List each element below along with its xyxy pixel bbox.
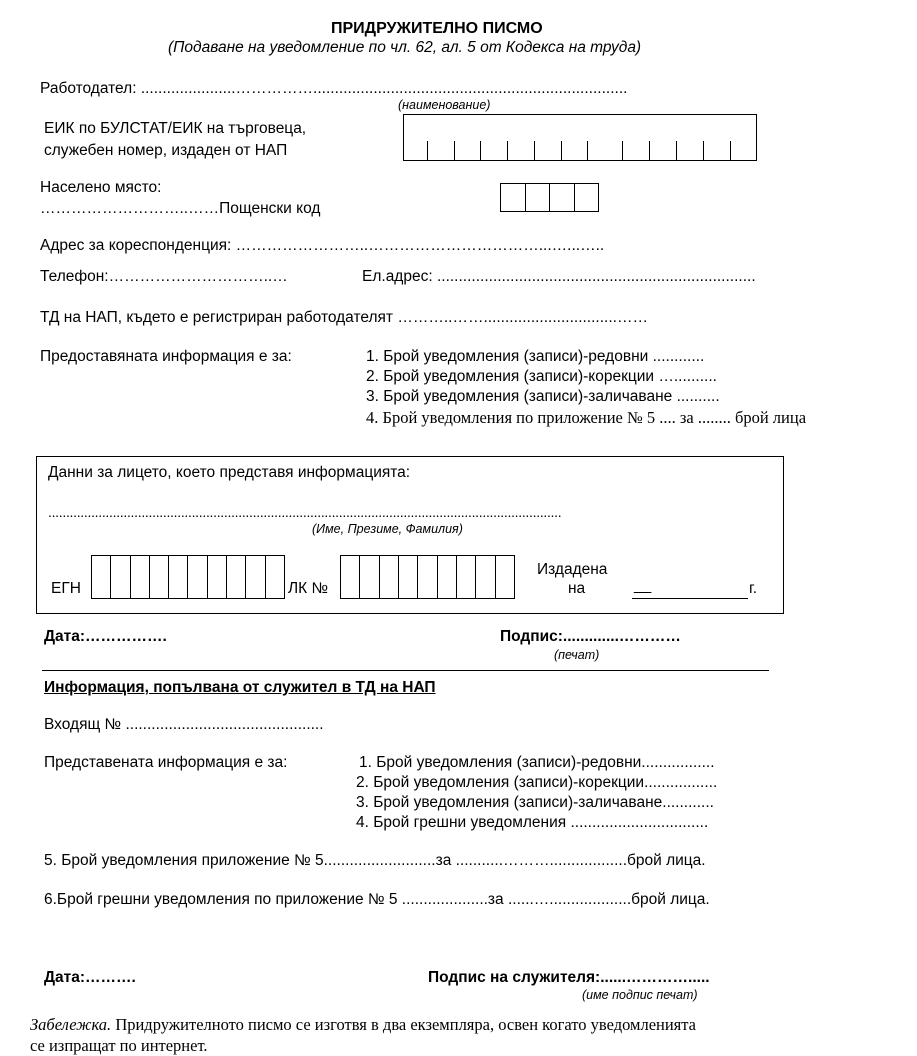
issued-label: Издадена <box>537 561 608 578</box>
eik-input-boxes[interactable] <box>403 114 757 161</box>
provided-info-item[interactable]: 3. Брой уведомления (записи)-заличаване .......... <box>366 388 720 405</box>
employer-name-hint: (наименование) <box>398 98 491 112</box>
settlement-label: Населено място: <box>40 179 162 196</box>
postal-code-cell <box>526 184 551 211</box>
provided-info-item[interactable]: 2. Брой уведомления (записи)-корекции ….......... <box>366 368 717 385</box>
official-signature-field[interactable]: Подпис на служителя:......…………..... <box>428 969 710 986</box>
eik-label-line2: служебен номер, издаден от НАП <box>44 142 288 159</box>
provided-info-label: Предоставяната информация е за: <box>40 348 292 365</box>
phone-field[interactable]: Телефон:…………………………..… <box>40 268 288 285</box>
official-heading: Информация, попълвана от служител в ТД на НАП <box>44 679 436 696</box>
postal-code-cell <box>501 184 526 211</box>
postal-code-cell <box>575 184 599 211</box>
egn-label: ЕГН <box>51 580 81 597</box>
note-label: Забележка. <box>30 1015 112 1034</box>
eik-cell-divider <box>622 141 623 160</box>
address-field[interactable]: Адрес за кореспонденция: ……………………..……………………………...…...….. <box>40 237 605 254</box>
egn-cell <box>266 556 284 598</box>
id-card-cell <box>360 556 379 598</box>
person-heading: Данни за лицето, което представя информацията: <box>48 464 411 481</box>
egn-cell <box>111 556 130 598</box>
id-card-cell <box>496 556 514 598</box>
egn-cell <box>150 556 169 598</box>
eik-cell-divider <box>676 141 677 160</box>
eik-cell-divider <box>703 141 704 160</box>
id-card-cell <box>476 556 495 598</box>
id-card-boxes[interactable] <box>340 555 515 599</box>
person-name-hint: (Име, Презиме, Фамилия) <box>312 522 463 536</box>
provided-info-item[interactable]: 4. Брой уведомления по приложение № 5 .... за ........ брой лица <box>366 408 807 427</box>
section-divider <box>42 670 769 671</box>
official-info-item[interactable]: 2. Брой уведомления (записи)-корекции................. <box>356 774 718 791</box>
stamp-hint: (печат) <box>554 648 600 662</box>
egn-cell <box>208 556 227 598</box>
employer-field[interactable]: Работодател: ......................……………......................................................................... <box>40 80 628 97</box>
eik-cell-divider <box>507 141 508 160</box>
egn-boxes[interactable] <box>91 555 285 599</box>
id-card-cell <box>399 556 418 598</box>
eik-cell-divider <box>587 141 588 160</box>
year-suffix: г. <box>749 580 758 597</box>
eik-cell-divider <box>561 141 562 160</box>
note-text: Придружителното писмо се изготвя в два екземпляра, освен когато уведомленията <box>111 1015 697 1034</box>
date-field[interactable]: Дата:……………. <box>44 628 167 645</box>
eik-cell-divider <box>649 141 650 160</box>
eik-cell-divider <box>480 141 481 160</box>
appendix5-count-line[interactable]: 5. Брой уведомления приложение № 5..........................за ...........………..................брой лица. <box>44 852 706 869</box>
official-info-item[interactable]: 1. Брой уведомления (записи)-редовни................. <box>359 754 715 771</box>
official-info-item[interactable]: 3. Брой уведомления (записи)-заличаване............ <box>356 794 714 811</box>
id-card-label: ЛК № <box>288 580 329 597</box>
egn-cell <box>169 556 188 598</box>
page-title: ПРИДРУЖИТЕЛНО ПИСМО <box>331 20 543 37</box>
egn-cell <box>131 556 150 598</box>
eik-cell-divider <box>730 141 731 160</box>
signature-field[interactable]: Подпис:.............………… <box>500 628 681 645</box>
eik-cell-divider <box>534 141 535 160</box>
incoming-number-field[interactable]: Входящ № .............................................. <box>44 716 324 733</box>
official-date-field[interactable]: Дата:………. <box>44 969 136 986</box>
appendix5-errors-line[interactable]: 6.Брой грешни уведомления по приложение № 5 ....................за ......…...................брой лица. <box>44 891 710 908</box>
egn-cell <box>92 556 111 598</box>
id-card-cell <box>457 556 476 598</box>
page-subtitle: (Подаване на уведомление по чл. 62, ал. 5 от Кодекса на труда) <box>168 39 642 56</box>
issued-on-label: на <box>568 580 586 597</box>
eik-cell-divider <box>427 141 428 160</box>
email-field[interactable]: Ел.адрес: .......................................................................... <box>362 268 756 285</box>
postal-code-cell <box>550 184 575 211</box>
id-card-cell <box>380 556 399 598</box>
postal-code-boxes[interactable] <box>500 183 599 212</box>
official-info-label: Представената информация е за: <box>44 754 288 771</box>
egn-cell <box>188 556 207 598</box>
official-info-item[interactable]: 4. Брой грешни уведомления ................................ <box>356 814 709 831</box>
id-card-cell <box>438 556 457 598</box>
issued-blank: __ <box>634 577 652 594</box>
note-line1 <box>30 1017 696 1034</box>
issued-date-line[interactable] <box>632 598 748 599</box>
person-name-field[interactable]: ............................................................................................................................................... <box>48 504 562 520</box>
td-nap-field[interactable]: ТД на НАП, където е регистриран работодателят ………..……...............................…… <box>40 309 648 326</box>
provided-info-item[interactable]: 1. Брой уведомления (записи)-редовни ............ <box>366 348 705 365</box>
egn-cell <box>246 556 265 598</box>
postal-code-line[interactable]: ………………………..……Пощенски код <box>40 200 321 217</box>
id-card-cell <box>341 556 360 598</box>
eik-label-line1: ЕИК по БУЛСТАТ/ЕИК на търговеца, <box>44 120 307 137</box>
egn-cell <box>227 556 246 598</box>
official-signature-hint: (име подпис печат) <box>582 988 698 1002</box>
eik-cell-divider <box>454 141 455 160</box>
note-line2: се изпращат по интернет. <box>30 1036 208 1055</box>
id-card-cell <box>418 556 437 598</box>
